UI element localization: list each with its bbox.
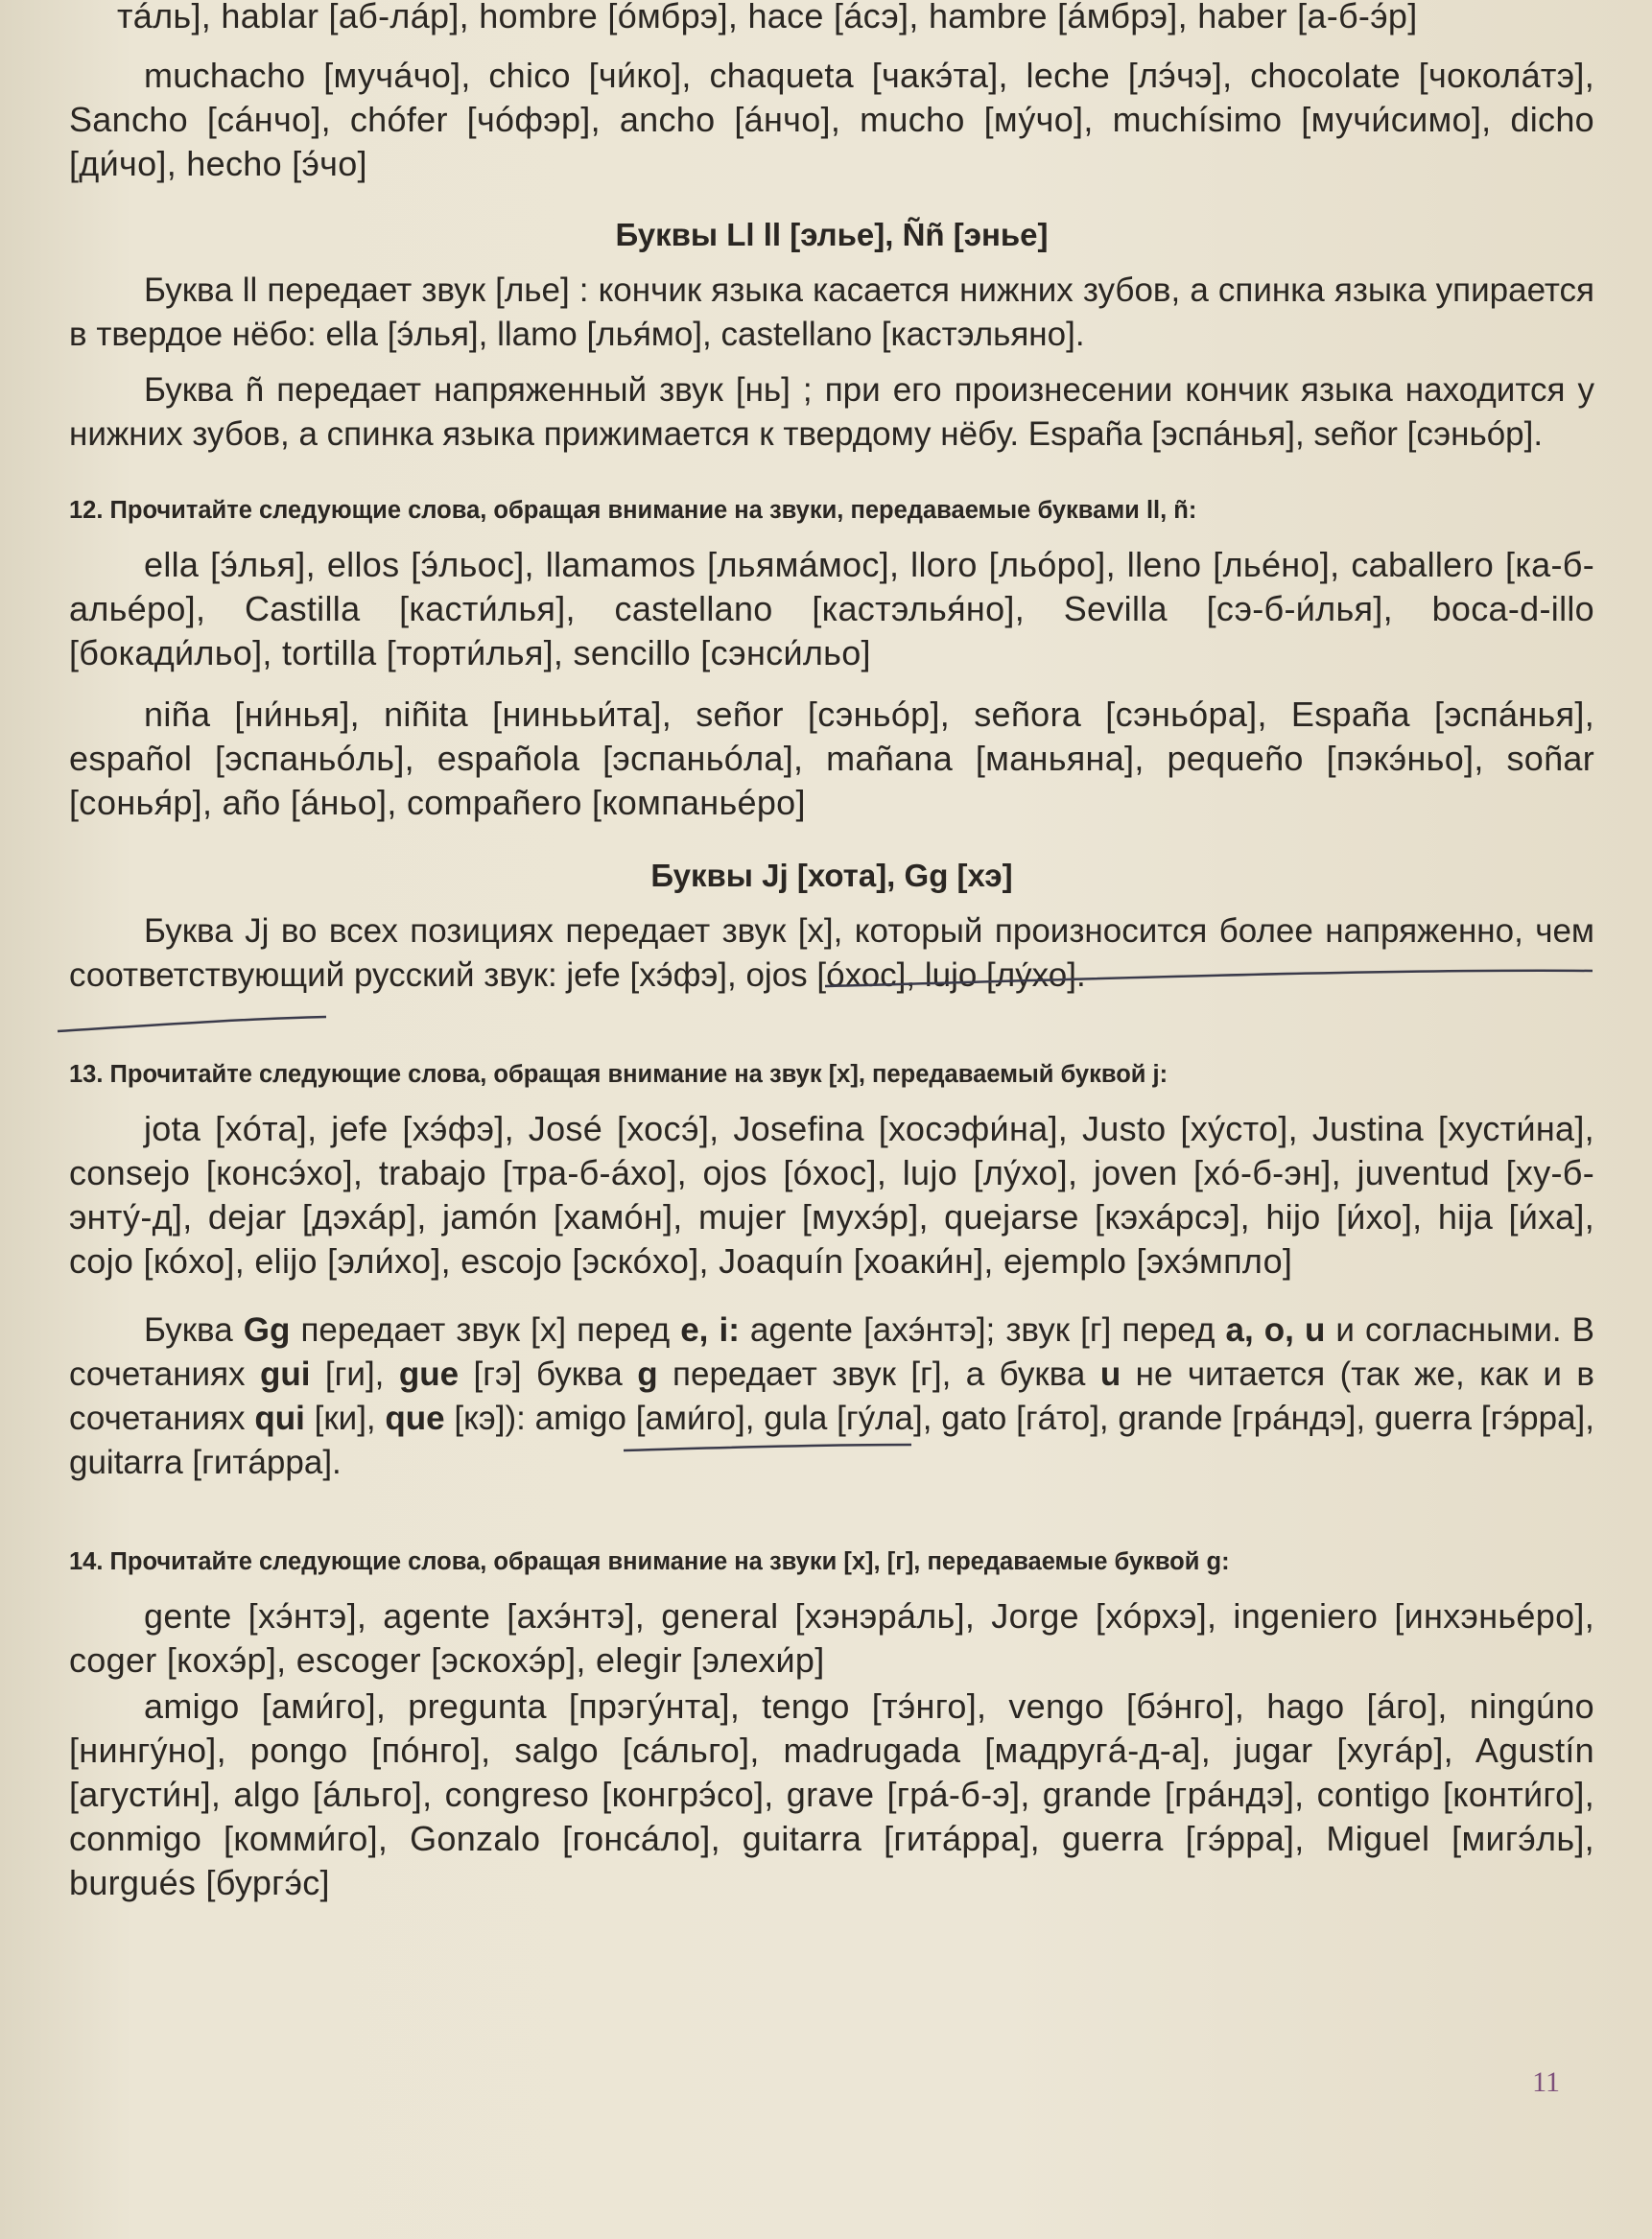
exercise-12-ll-words: ella [э́лья], ellos [э́льос], llamamos [льямáмос], lloro [льóро], lleno [льéно], caballero [ка-б-альéро], Castilla [касти́лья], castellano [кастэлья́но], Sevilla [сэ-б-и́лья], boca-d-illo [бокади́льо], tortilla [торти́лья], sencillo [сэнси́льо] (69, 545, 1594, 672)
exercise-12-n-words: niña [ни́нья], niñita [нинььи́та], señor [сэньóр], señora [сэньóра], España [эспáнья], español [эспаньóль], española [эспаньóла], mañana [маньяна], pequeño [пэкэ́ньо], soñar [сонья́р], año [áньо], compañero [компаньéро] (69, 695, 1594, 822)
rule-j: Буква Jj во всех позициях передает звук [х], который произносится более напряженно, чем соответствующий русский звук: jefe [хэ́фэ], ojos [óхос], lujo [лу́хо]. (69, 912, 1594, 994)
rule-g: Буква Gg передает звук [х] перед e, i: agente [ахэ́нтэ]; звук [г] перед a, o, u и согласными. В сочетаниях gui [ги], gue [гэ] буква g передает звук [г], а буква u не читается (так же, как и в сочетаниях qui [ки], que [кэ]): amigo [ами́го], gula [гу́ла], gato [гáто], grande [грáндэ], guerra [гэ́рра], guitarra [гитáрра]. (69, 1311, 1595, 1481)
ch-word-list: muchacho [мучáчо], chico [чи́ко], chaqueta [чакэ́та], leche [лэ́чэ], chocolate [чоколáтэ], Sancho [сáнчо], chófer [чóфэр], ancho [áнчо], mucho [му́чо], muchísimo [мучи́симо], dicho [ди́чо], hecho [э́чо] (69, 56, 1594, 183)
rule-ll: Буква ll передает звук [лье] : кончик языка касается нижних зубов, а спинка языка упирается в твердое нёбо: ella [э́лья], llamo [лья́мо], castellano [кастэльяно]. (69, 271, 1594, 353)
text-fragment-top: тáль], hablar [аб-лáр], hombre [óмбрэ], hace [áсэ], hambre [áмбрэ], haber [а-б-э́р] (117, 0, 1418, 35)
exercise-13-title: 13. Прочитайте следующие слова, обращая внимание на звук [х], передаваемый буквой j: (69, 1061, 1168, 1088)
page-number: 11 (1532, 2066, 1560, 2098)
exercise-14-hard-words: amigo [ами́го], pregunta [прэгу́нта], tengo [тэ́нго], vengo [бэ́нго], hago [áго], ningúno [нингу́но], pongo [пóнго], salgo [сáльго], madrugada [мадругá-д-а], jugar [хугáр], Agustín [агусти́н], algo [áльго], congreso [конгрэ́со], grave [грá-б-э], grande [грáндэ], contigo [конти́го], conmigo [комми́го], Gonzalo [гонсáло], guitarra [гитáрра], guerra [гэ́рра], Miguel [мигэ́ль], burgués [бургэ́с] (69, 1686, 1594, 1902)
exercise-14-title: 14. Прочитайте следующие слова, обращая внимание на звуки [х], [г], передаваемые буквой g: (69, 1548, 1230, 1575)
exercise-12-title: 12. Прочитайте следующие слова, обращая внимание на звуки, передаваемые буквами ll, ñ: (69, 497, 1197, 524)
page-content (69, 0, 1594, 1905)
rule-n: Буква ñ передает напряженный звук [нь] ; при его произнесении кончик языка находится у нижних зубов, а спинка языка прижимается к твердому нёбу. España [эспáнья], señor [сэньóр]. (69, 371, 1594, 453)
exercise-14-soft-words: gente [хэ́нтэ], agente [ахэ́нтэ], general [хэнэрáль], Jorge [хóрхэ], ingeniero [инхэньéро], coger [кохэ́р], escoger [эскохэ́р], elegir [элехи́р] (69, 1596, 1594, 1680)
exercise-13-words: jota [хóта], jefe [хэ́фэ], José [хосэ́], Josefina [хосэфи́на], Justo [ху́сто], Justina [хусти́на], consejo [консэ́хо], trabajo [тра-б-áхо], ojos [óхос], lujo [лу́хо], joven [хó-б-эн], juventud [ху-б-энту́-д], dejar [дэхáр], jamón [хамóн], mujer [мухэ́р], quejarse [кэхáрсэ], hijo [и́хо], hija [и́ха], cojo [кóхо], elijo [эли́хо], escojo [эскóхо], Joaquín [хоаки́н], ejemplo [эхэ́мпло] (69, 1109, 1594, 1281)
section-heading-j-g: Буквы Jj [хота], Gg [хэ] (650, 858, 1013, 893)
section-heading-ll-n: Буквы Ll ll [элье], Ññ [энье] (615, 217, 1049, 252)
